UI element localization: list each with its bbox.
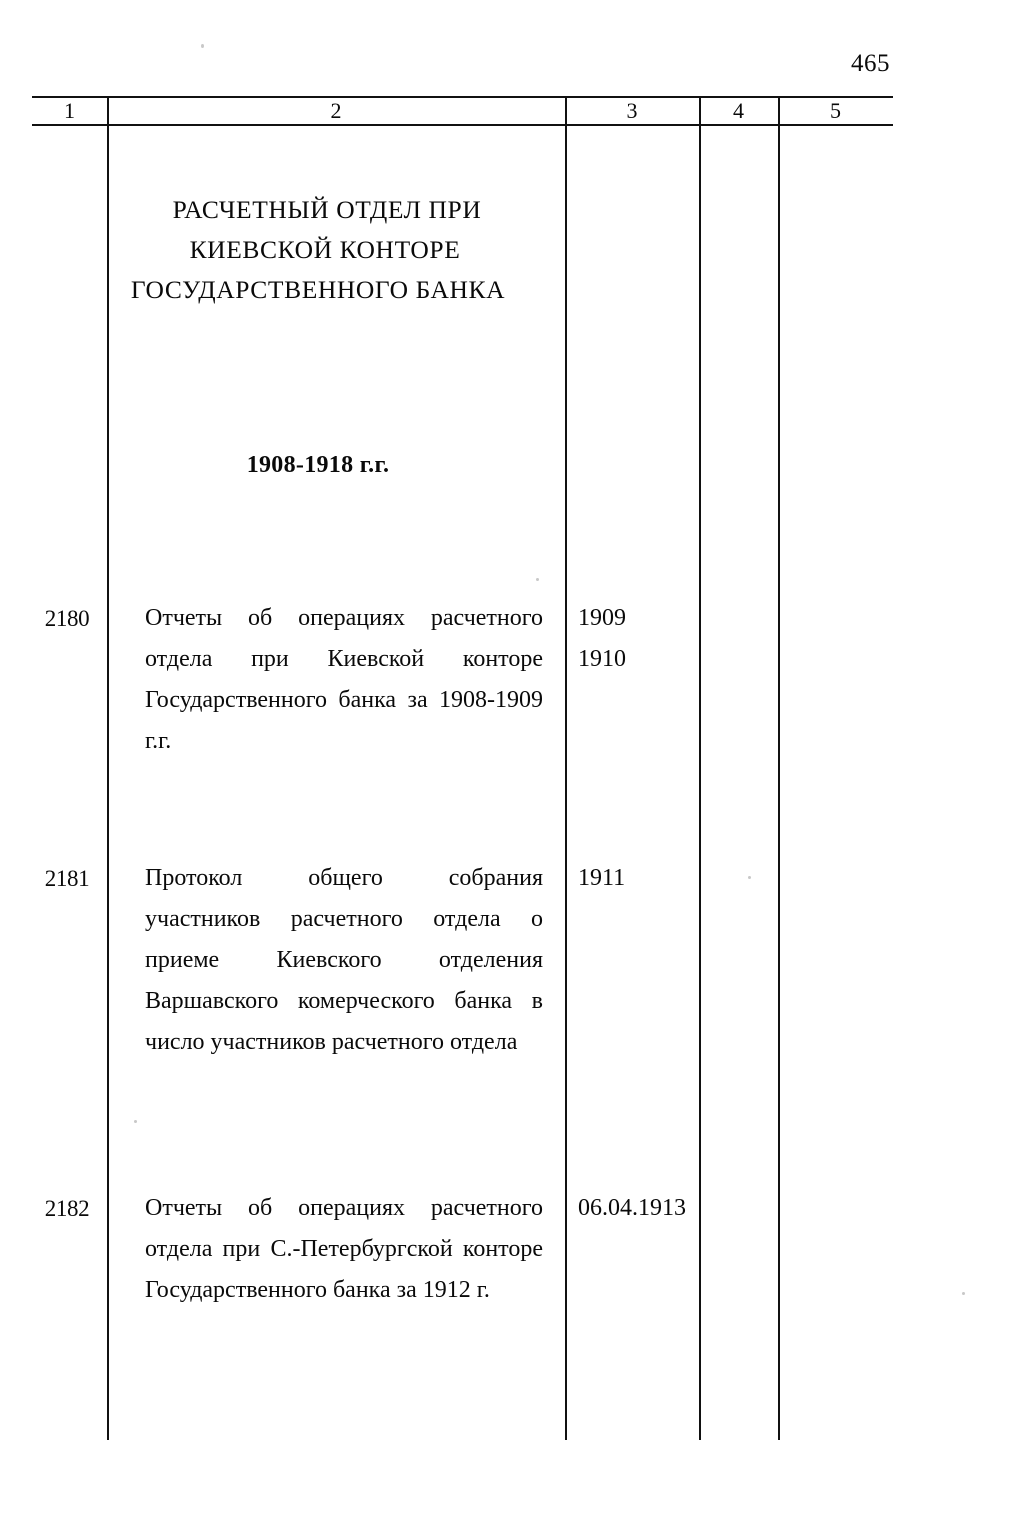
column-divider-2 xyxy=(565,96,567,1440)
section-heading xyxy=(108,190,528,310)
entry-number: 2180 xyxy=(44,606,90,631)
section-heading-line-1: РАСЧЕТНЫЙ ОТДЕЛ ПРИ xyxy=(172,195,482,224)
section-heading-line-2: КИЕВСКОЙ КОНТОРЕ xyxy=(189,235,461,264)
table-header-row xyxy=(32,96,893,124)
column-header-4: 4 xyxy=(733,98,744,123)
entry-title: Отчеты об операциях расчетного отдела при Киевской конторе Государственного банка за 1908-1909 г.г. xyxy=(145,605,543,754)
scan-speck xyxy=(134,1120,137,1123)
entry-date: 1911 xyxy=(578,865,626,891)
scan-speck xyxy=(962,1292,965,1295)
column-header-2: 2 xyxy=(330,98,342,123)
entry-number: 2181 xyxy=(44,866,90,891)
entry-title: Протокол общего собрания участников расчетного отдела о приеме Киевского отделения Варшавского комерческого банка в число участников расчетного отдела xyxy=(145,865,543,1055)
column-header-3: 3 xyxy=(626,98,638,123)
section-heading-line-3: ГОСУДАРСТВЕННОГО БАНКА xyxy=(130,275,506,304)
column-header-1: 1 xyxy=(64,98,75,123)
section-date-range: 1908-1918 г.г. xyxy=(246,452,390,478)
entry-date: 06.04.1913 xyxy=(578,1195,686,1221)
column-divider-4 xyxy=(778,96,780,1440)
entry-number: 2182 xyxy=(44,1196,90,1221)
table-header-rule xyxy=(32,124,893,126)
column-header-5: 5 xyxy=(830,98,841,123)
entry-date: 1909 1910 xyxy=(578,605,626,672)
scan-speck xyxy=(536,578,539,581)
entry-title: Отчеты об операциях расчетного отдела при С.-Петербургской конторе Государственного банка за 1912 г. xyxy=(145,1195,543,1303)
scan-speck xyxy=(201,44,204,48)
scan-speck xyxy=(748,876,751,879)
page-number: 465 xyxy=(851,50,890,77)
column-divider-3 xyxy=(699,96,701,1440)
